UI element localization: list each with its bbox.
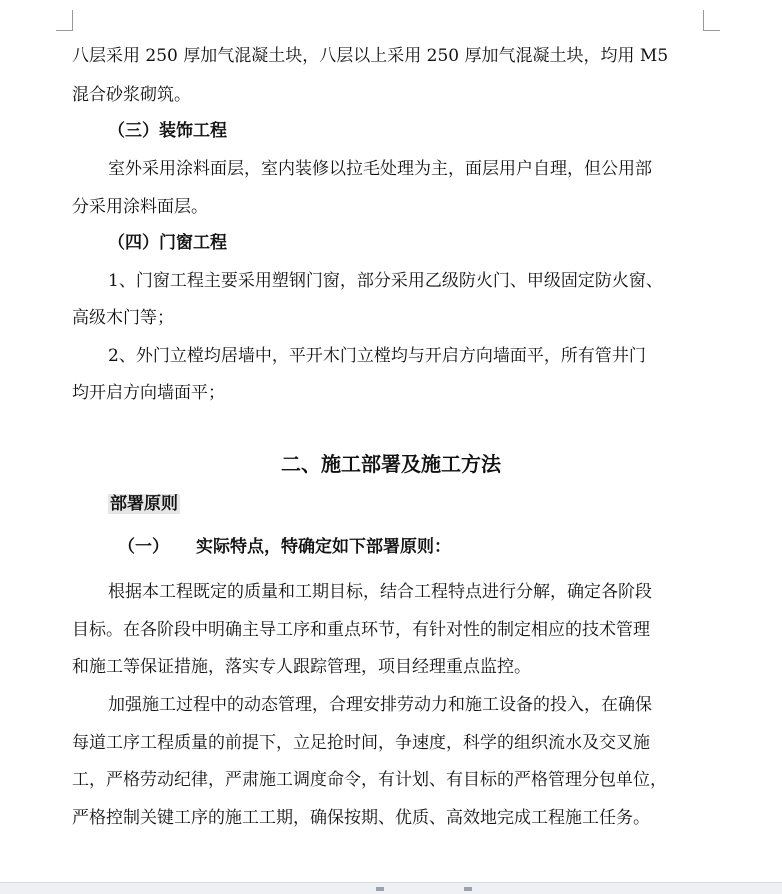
text-line: 工，严格劳动纪律，严肃施工调度命令，有计划、有目标的严格管理分包单位， bbox=[72, 770, 667, 790]
text-line: 和施工等保证措施，落实专人跟踪管理，项目经理重点监控。 bbox=[72, 657, 531, 677]
text-line: 目标。在各阶段中明确主导工序和重点环节，有针对性的制定相应的技术管理 bbox=[72, 620, 650, 640]
text-line: 1、门窗工程主要采用塑钢门窗，部分采用乙级防火门、甲级固定防火窗、 bbox=[108, 271, 663, 291]
section-title-decoration: （三）装饰工程 bbox=[108, 121, 227, 141]
view-icon[interactable] bbox=[376, 887, 384, 891]
sub-heading-number: （一） bbox=[118, 537, 169, 557]
text-line: 根据本工程既定的质量和工期目标，结合工程特点进行分解，确定各阶段 bbox=[108, 582, 652, 602]
text-line: 室外采用涂料面层，室内装修以拉毛处理为主，面层用户自理，但公用部 bbox=[108, 159, 652, 179]
text-line: 八层采用 250 厚加气混凝土块，八层以上采用 250 厚加气混凝土块，均用 M5 bbox=[72, 46, 669, 66]
text-line: 严格控制关键工序的施工工期，确保按期、优质、高效地完成工程施工任务。 bbox=[72, 808, 650, 828]
status-bar bbox=[0, 882, 782, 894]
text-line: 分采用涂料面层。 bbox=[72, 197, 208, 217]
chapter-heading: 二、施工部署及施工方法 bbox=[281, 452, 501, 476]
text-line: 混合砂浆砌筑。 bbox=[72, 85, 191, 105]
sub-heading-text: 实际特点，特确定如下部署原则： bbox=[196, 537, 451, 557]
text-line: 2、外门立樘均居墙中，平开木门立樘均与开启方向墙面平，所有管井门 bbox=[108, 346, 646, 366]
margin-corner-top-left bbox=[56, 10, 73, 31]
text-line: 高级木门等； bbox=[72, 308, 174, 328]
section-title-doors-windows: （四）门窗工程 bbox=[108, 233, 227, 253]
margin-corner-top-right bbox=[703, 10, 720, 31]
text-line: 每道工序工程质量的前提下，立足抢时间，争速度，科学的组织流水及交叉施 bbox=[72, 733, 650, 753]
text-line: 加强施工过程中的动态管理，合理安排劳动力和施工设备的投入，在确保 bbox=[108, 695, 652, 715]
principle-label bbox=[108, 492, 180, 516]
layout-icon[interactable] bbox=[464, 887, 472, 891]
text-line: 均开启方向墙面平； bbox=[72, 383, 225, 403]
principle-label-text: 部署原则 bbox=[110, 494, 178, 514]
